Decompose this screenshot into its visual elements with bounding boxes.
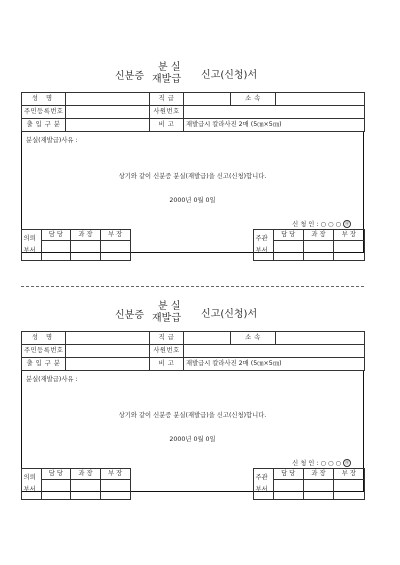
- approval-director-label: 부 장: [334, 469, 364, 480]
- cut-line: [21, 286, 364, 287]
- department-label: 소 속: [231, 332, 276, 345]
- title-prefix: 신분증: [115, 310, 144, 321]
- form-bottom: [21, 297, 364, 492]
- access-type-label: 출 입 구 분: [22, 358, 66, 371]
- approval-staff-box[interactable]: [41, 241, 71, 261]
- remarks-value: 재발급시 칼라사진 2매 (5㎝×5㎝): [184, 358, 365, 371]
- approval-director-label: 부 장: [100, 230, 130, 241]
- statement: 상기와 같이 신분증 분실(재발급)을 신고(신청)합니다.: [118, 412, 267, 419]
- employee-no-label: 사원번호: [150, 345, 184, 358]
- seal-icon: ㊞: [345, 221, 349, 226]
- approval-manager-label: 과 장: [303, 469, 333, 480]
- approval-director-label: 부 장: [100, 469, 130, 480]
- applicant-line: [292, 219, 351, 228]
- managing-dept-label: 주관 부서: [253, 469, 273, 500]
- access-type-field[interactable]: [66, 358, 150, 371]
- managing-dept-approval: [253, 468, 365, 500]
- approval-staff-box[interactable]: [273, 241, 303, 261]
- employee-no-label: 사원번호: [150, 106, 184, 119]
- form-body: [21, 371, 364, 492]
- approval-staff-label: 담 당: [41, 230, 71, 241]
- approval-staff-label: 담 당: [273, 469, 303, 480]
- applicant-text: 신 청 인 : ○ ○ ○: [292, 460, 341, 467]
- name-field[interactable]: [66, 332, 150, 345]
- requesting-dept-approval: [21, 229, 131, 261]
- title-lost: 분 실: [158, 301, 181, 312]
- approval-staff-label: 담 당: [273, 230, 303, 241]
- approval-director-box[interactable]: [100, 480, 130, 500]
- applicant-text: 신 청 인 : ○ ○ ○: [292, 221, 341, 228]
- approval-staff-box[interactable]: [273, 480, 303, 500]
- resident-no-label: 주민등록번호: [22, 345, 66, 358]
- resident-no-field[interactable]: [66, 345, 150, 358]
- approval-manager-box[interactable]: [303, 480, 333, 500]
- resident-no-label: 주민등록번호: [22, 106, 66, 119]
- remarks-label: 비 고: [150, 119, 184, 132]
- title-reissue: 재발급: [152, 74, 181, 85]
- info-table: [21, 331, 365, 371]
- applicant-line: [292, 458, 351, 467]
- title-lost: 분 실: [158, 62, 181, 73]
- form-title: [21, 58, 364, 92]
- approval-manager-label: 과 장: [303, 230, 333, 241]
- managing-dept-approval: [253, 229, 365, 261]
- approval-director-box[interactable]: [100, 241, 130, 261]
- form-top: [21, 58, 364, 253]
- info-table: [21, 92, 365, 132]
- approval-manager-box[interactable]: [71, 241, 101, 261]
- date-text: 2000년 0월 0일: [169, 436, 216, 443]
- approval-manager-label: 과 장: [71, 230, 101, 241]
- access-type-label: 출 입 구 분: [22, 119, 66, 132]
- approval-manager-box[interactable]: [303, 241, 333, 261]
- remarks-label: 비 고: [150, 358, 184, 371]
- name-label: 성 명: [22, 332, 66, 345]
- approval-manager-box[interactable]: [71, 480, 101, 500]
- approval-staff-box[interactable]: [41, 480, 71, 500]
- approval-director-box[interactable]: [334, 241, 364, 261]
- approval-staff-label: 담 당: [41, 469, 71, 480]
- approval-director-box[interactable]: [334, 480, 364, 500]
- managing-dept-label: 주관 부서: [253, 230, 273, 261]
- reason-label: 분실(재발급)사유 :: [26, 137, 78, 144]
- reason-label: 분실(재발급)사유 :: [26, 376, 78, 383]
- position-field[interactable]: [184, 332, 231, 345]
- title-suffix: 신고(신청)서: [201, 70, 258, 81]
- requesting-dept-label: 의뢰 부서: [21, 230, 41, 261]
- position-field[interactable]: [184, 93, 231, 106]
- remarks-value: 재발급시 칼라사진 2매 (5㎝×5㎝): [184, 119, 365, 132]
- approval-manager-label: 과 장: [71, 469, 101, 480]
- access-type-field[interactable]: [66, 119, 150, 132]
- employee-no-field[interactable]: [184, 106, 365, 119]
- seal-icon: ㊞: [345, 460, 349, 465]
- department-field[interactable]: [276, 332, 365, 345]
- title-suffix: 신고(신청)서: [201, 309, 258, 320]
- title-prefix: 신분증: [115, 71, 144, 82]
- requesting-dept-label: 의뢰 부서: [21, 469, 41, 500]
- department-label: 소 속: [231, 93, 276, 106]
- name-label: 성 명: [22, 93, 66, 106]
- requesting-dept-approval: [21, 468, 131, 500]
- position-label: 직 급: [150, 93, 184, 106]
- statement: 상기와 같이 신분증 분실(재발급)을 신고(신청)합니다.: [118, 173, 267, 180]
- name-field[interactable]: [66, 93, 150, 106]
- position-label: 직 급: [150, 332, 184, 345]
- title-reissue: 재발급: [152, 313, 181, 324]
- form-title: [21, 297, 364, 331]
- date-text: 2000년 0월 0일: [169, 197, 216, 204]
- department-field[interactable]: [276, 93, 365, 106]
- employee-no-field[interactable]: [184, 345, 365, 358]
- approval-director-label: 부 장: [334, 230, 364, 241]
- form-body: [21, 132, 364, 253]
- resident-no-field[interactable]: [66, 106, 150, 119]
